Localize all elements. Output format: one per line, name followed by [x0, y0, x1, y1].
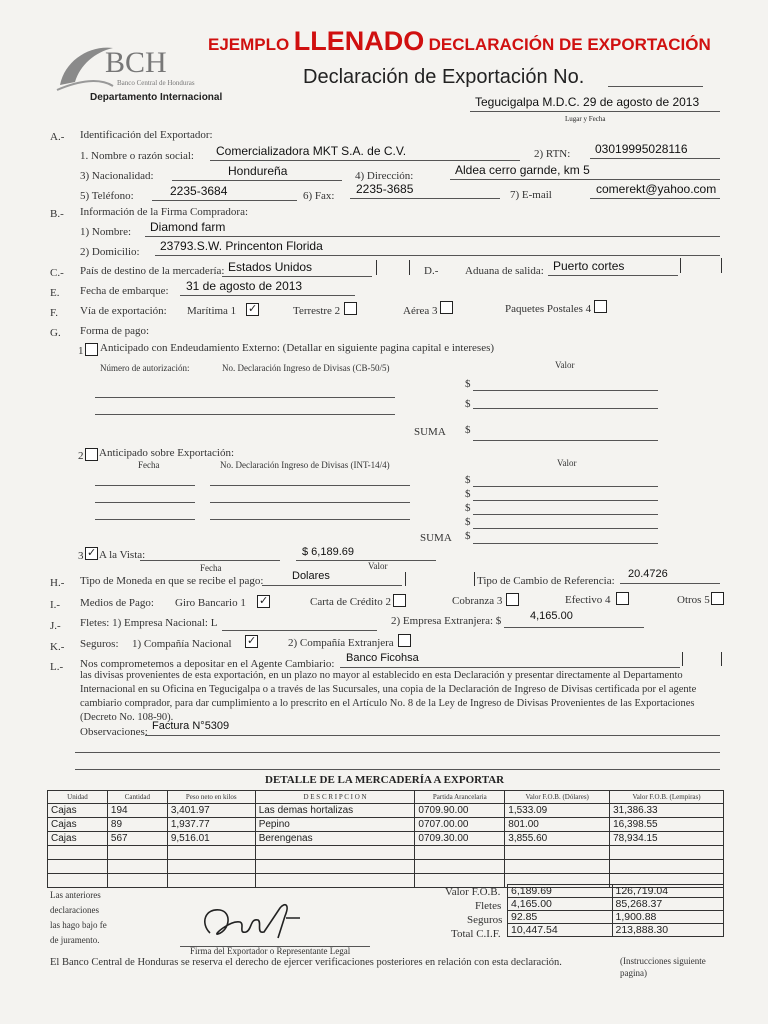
rtn-label: 2) RTN:	[534, 148, 571, 160]
section-a-label: A.-	[50, 131, 65, 143]
section-e-label: E.	[50, 287, 60, 299]
table-cell[interactable]: 194	[107, 804, 167, 818]
exporter-name-field[interactable]: Comercializadora MKT S.A. de C.V.	[216, 144, 407, 158]
detail-header-cell: Valor F.O.B. (Dólares)	[505, 791, 610, 804]
payment-form-label: Forma de pago:	[80, 325, 150, 337]
declaration-label-2: No. Declaración Ingreso de Divisas (INT-14/4)	[220, 460, 390, 470]
detail-header-cell: Peso neto en kilos	[167, 791, 255, 804]
table-cell[interactable]: 1,533.09	[505, 804, 610, 818]
table-cell[interactable]: 31,386.33	[610, 804, 724, 818]
footer-note: El Banco Central de Honduras se reserva el derecho de ejercer verificaciones posteriores en relación con esta declaración.	[50, 957, 562, 968]
table-cell[interactable]	[167, 874, 255, 888]
detail-header-cell: Unidad	[48, 791, 108, 804]
table-cell[interactable]: 9,516.01	[167, 832, 255, 846]
route-postal-label: Paquetes Postales 4	[505, 303, 592, 315]
buyer-address-field[interactable]: 23793.S.W. Princenton Florida	[160, 239, 323, 253]
table-cell[interactable]	[107, 846, 167, 860]
prepaid-debt-checkbox[interactable]	[85, 343, 98, 356]
customs-label: Aduana de salida:	[465, 265, 544, 277]
at-sight-label: A la Vista:	[99, 549, 146, 561]
totals-cell-usd[interactable]: 4,165.00	[508, 898, 613, 911]
section-d-label: D.-	[424, 265, 439, 277]
totals-cell-usd[interactable]: 10,447.54	[508, 924, 613, 937]
check-icon-2: ✓	[87, 546, 97, 559]
export-route-label: Vía de exportación:	[80, 305, 167, 317]
form-title: Declaración de Exportación No.	[303, 66, 585, 88]
dollar-sign-6: $	[465, 502, 471, 514]
destination-field[interactable]: Estados Unidos	[228, 260, 313, 274]
shipment-date-field[interactable]: 31 de agosto de 2013	[186, 279, 303, 293]
currency-label: Tipo de Moneda en que se recibe el pago:	[80, 575, 264, 587]
dollar-sign-1: $	[465, 378, 471, 390]
table-cell[interactable]	[48, 846, 108, 860]
bank-draft-label: Giro Bancario 1	[175, 597, 246, 609]
collection-checkbox[interactable]	[506, 593, 519, 606]
dollar-sign-3: $	[465, 424, 471, 436]
legal-text-line-2: Internacional en su Oficina en Tegucigalpa o a través de las Sucursales, una copia de la Declaración de Ingreso de Divisas certificada por el agente	[80, 684, 697, 695]
table-cell[interactable]: Cajas	[48, 832, 108, 846]
table-cell[interactable]: 1,937.77	[167, 818, 255, 832]
place-date-label: Lugar y Fecha	[565, 115, 606, 123]
table-cell[interactable]: 0709.90.00	[415, 804, 505, 818]
table-cell[interactable]	[610, 860, 724, 874]
fax-field[interactable]: 2235-3685	[356, 182, 414, 196]
declaration-label-1: No. Declaración Ingreso de Divisas (CB-50/5)	[222, 363, 390, 373]
other-label: Otros 5	[677, 594, 710, 606]
phone-label: 5) Teléfono:	[80, 190, 134, 202]
oath-line-1: Las anteriores	[50, 890, 101, 900]
table-cell[interactable]: 3,401.97	[167, 804, 255, 818]
instructions-line-1: (Instrucciones siguiente	[620, 956, 706, 966]
freight-foreign-field[interactable]: 4,165.00	[530, 610, 573, 622]
totals-row	[508, 885, 724, 898]
oath-line-3: las hago bajo fe	[50, 920, 107, 930]
detail-table	[47, 790, 724, 888]
totals-row	[508, 898, 724, 911]
other-checkbox[interactable]	[711, 592, 724, 605]
table-row	[48, 818, 724, 832]
email-label: 7) E-mail	[510, 189, 552, 201]
banner-part2: LLENADO	[293, 26, 425, 56]
totals-cell-usd[interactable]: 92.85	[508, 911, 613, 924]
table-row	[48, 832, 724, 846]
oath-line-4: de juramento.	[50, 935, 100, 945]
rtn-field[interactable]: 03019995028116	[595, 142, 688, 156]
table-cell[interactable]	[415, 846, 505, 860]
check-icon-4: ✓	[247, 634, 257, 647]
totals-row	[508, 911, 724, 924]
prepaid-export-label: Anticipado sobre Exportación:	[99, 447, 235, 459]
logo-text: BCH	[105, 46, 167, 79]
detail-title: DETALLE DE LA MERCADERÍA A EXPORTAR	[265, 774, 505, 786]
legal-text-line-1: las divisas provenientes de esta exportación, en un plazo no mayor al establecido en esta Declaración y presentar directamente al Departamento	[80, 670, 683, 681]
table-cell[interactable]	[167, 860, 255, 874]
total-freight-label: Fletes	[475, 900, 502, 912]
table-row	[48, 804, 724, 818]
table-cell[interactable]	[167, 846, 255, 860]
detail-header-cell: Partida Arancelaria	[415, 791, 505, 804]
table-cell[interactable]	[255, 846, 415, 860]
route-postal-checkbox[interactable]	[594, 300, 607, 313]
buyer-name-field[interactable]: Diamond farm	[150, 220, 226, 234]
section-b-heading: Información de la Firma Compradora:	[80, 206, 249, 218]
table-cell[interactable]	[505, 860, 610, 874]
totals-cell-hnl[interactable]: 85,268.37	[612, 898, 724, 911]
section-f-label: F.	[50, 307, 58, 319]
detail-header-cell: Cantidad	[107, 791, 167, 804]
route-land-checkbox[interactable]	[344, 302, 357, 315]
fax-label: 6) Fax:	[303, 190, 335, 202]
table-cell[interactable]: 78,934.15	[610, 832, 724, 846]
table-cell[interactable]	[107, 874, 167, 888]
section-h-label: H.-	[50, 577, 65, 589]
table-cell[interactable]	[415, 860, 505, 874]
table-cell[interactable]: 0709.30.00	[415, 832, 505, 846]
total-cif-label: Total C.I.F.	[451, 928, 501, 940]
insurance-label: Seguros:	[80, 638, 119, 650]
table-cell[interactable]: Las demas hortalizas	[255, 804, 415, 818]
route-air-label: Aérea 3	[403, 305, 438, 317]
table-cell[interactable]: 16,398.55	[610, 818, 724, 832]
auth-number-label: Número de autorización:	[100, 363, 190, 373]
letter-of-credit-label: Carta de Crédito 2	[310, 596, 391, 608]
section-k-label: K.-	[50, 641, 65, 653]
cash-label: Efectivo 4	[565, 594, 611, 606]
exporter-name-label: 1. Nombre o razón social:	[80, 150, 194, 162]
check-icon-3: ✓	[259, 594, 269, 607]
section-a-heading: Identificación del Exportador:	[80, 129, 213, 141]
table-cell[interactable]	[255, 874, 415, 888]
table-cell[interactable]: Cajas	[48, 804, 108, 818]
table-cell[interactable]: Pepino	[255, 818, 415, 832]
deposit-agent-label: Nos comprometemos a depositar en el Agente Cambiario:	[80, 658, 335, 670]
letter-of-credit-checkbox[interactable]	[393, 594, 406, 607]
section-j-label: J.-	[50, 620, 61, 632]
table-cell[interactable]: Cajas	[48, 818, 108, 832]
table-cell[interactable]: 89	[107, 818, 167, 832]
option-2-number: 2	[78, 450, 84, 462]
logo-subtitle: Banco Central de Honduras	[117, 79, 195, 87]
table-cell[interactable]	[505, 846, 610, 860]
insurance-foreign-checkbox[interactable]	[398, 634, 411, 647]
observations-label: Observaciones:	[80, 726, 148, 738]
sum-label-1: SUMA	[414, 426, 446, 438]
route-air-checkbox[interactable]	[440, 301, 453, 314]
collection-label: Cobranza 3	[452, 595, 503, 607]
phone-field[interactable]: 2235-3684	[170, 184, 228, 198]
oath-line-2: declaraciones	[50, 905, 99, 915]
cash-checkbox[interactable]	[616, 592, 629, 605]
exchange-rate-field[interactable]: 20.4726	[628, 568, 668, 580]
exchange-rate-label: Tipo de Cambio de Referencia:	[477, 575, 615, 587]
detail-header-row	[48, 791, 724, 804]
valor-header-1: Valor	[555, 360, 575, 370]
total-fob-label: Valor F.O.B.	[445, 886, 501, 898]
table-cell[interactable]: 0707.00.00	[415, 818, 505, 832]
payment-means-label: Medios de Pago:	[80, 597, 154, 609]
dollar-sign-5: $	[465, 488, 471, 500]
nationality-field[interactable]: Hondureña	[228, 164, 288, 178]
check-icon: ✓	[248, 302, 258, 315]
section-i-label: I.-	[50, 599, 61, 611]
route-maritime-label: Marítima 1	[187, 305, 237, 317]
banner-title	[208, 26, 711, 57]
department: Departamento Internacional	[90, 92, 223, 103]
destination-label: País de destino de la mercadería:	[80, 265, 225, 277]
banner-part3: DECLARACIÓN DE EXPORTACIÓN	[428, 35, 711, 54]
currency-field[interactable]: Dolares	[292, 570, 330, 582]
table-cell[interactable]	[610, 846, 724, 860]
prepaid-export-checkbox[interactable]	[85, 448, 98, 461]
totals-cell-hnl[interactable]: 1,900.88	[612, 911, 724, 924]
route-land-label: Terrestre 2	[293, 305, 341, 317]
legal-text-line-3: cambiario comprador, para dar cumplimiento a lo prescrito en el Artículo No. 8 de la Ley de Ingreso de Divisas Provenientes de las Exportaciones	[80, 698, 695, 709]
buyer-address-label: 2) Domicilio:	[80, 246, 140, 258]
shipment-date-label: Fecha de embarque:	[80, 285, 169, 297]
customs-field[interactable]: Puerto cortes	[553, 259, 625, 273]
total-insurance-label: Seguros	[467, 914, 503, 926]
freight-foreign-label: 2) Empresa Extranjera: $	[391, 615, 502, 627]
table-cell[interactable]: 801.00	[505, 818, 610, 832]
dollar-sign-7: $	[465, 516, 471, 528]
exporter-address-label: 4) Dirección:	[355, 170, 414, 182]
signature-icon	[190, 898, 320, 948]
dollar-sign-2: $	[465, 398, 471, 410]
table-cell[interactable]: Berengenas	[255, 832, 415, 846]
date-header-1: Fecha	[138, 460, 160, 470]
option-3-number: 3	[78, 550, 84, 562]
detail-header-cell: D E S C R I P C I O N	[255, 791, 415, 804]
insurance-national-label: 1) Compañía Nacional	[132, 638, 232, 650]
totals-cell-hnl[interactable]: 126,719.04	[612, 885, 724, 898]
dollar-sign-4: $	[465, 474, 471, 486]
section-g-label: G.	[50, 327, 61, 339]
exporter-address-field[interactable]: Aldea cerro garnde, km 5	[455, 163, 590, 177]
freight-national-label: Fletes: 1) Empresa Nacional: L	[80, 617, 218, 629]
signature-label: Firma del Exportador o Representante Legal	[190, 946, 351, 956]
insurance-foreign-label: 2) Compañía Extranjera	[288, 637, 394, 649]
at-sight-amount[interactable]: $ 6,189.69	[302, 546, 354, 558]
deposit-bank-field[interactable]: Banco Ficohsa	[346, 652, 419, 664]
table-row	[48, 846, 724, 860]
table-cell[interactable]	[48, 860, 108, 874]
sum-label-2: SUMA	[420, 532, 452, 544]
buyer-name-label: 1) Nombre:	[80, 226, 132, 238]
section-c-label: C.-	[50, 267, 64, 279]
legal-text-line-4: (Decreto No. 108-90).	[80, 712, 174, 723]
table-cell[interactable]	[48, 874, 108, 888]
table-cell[interactable]	[107, 860, 167, 874]
table-cell[interactable]: 3,855.60	[505, 832, 610, 846]
table-row	[48, 860, 724, 874]
section-b-label: B.-	[50, 208, 64, 220]
totals-cell-usd[interactable]: 6,189.69	[508, 885, 613, 898]
email-field[interactable]: comerekt@yahoo.com	[596, 182, 717, 196]
observations-field[interactable]: Factura N°5309	[152, 720, 230, 732]
place-date: Tegucigalpa M.D.C. 29 de agosto de 2013	[475, 95, 700, 109]
instructions-line-2: pagina)	[620, 968, 647, 978]
banner-part1: EJEMPLO	[208, 35, 290, 54]
dollar-sign-8: $	[465, 530, 471, 542]
table-cell[interactable]	[255, 860, 415, 874]
valor-header-3: Valor	[368, 561, 388, 571]
totals-cell-hnl[interactable]: 213,888.30	[612, 924, 724, 937]
totals-row	[508, 924, 724, 937]
option-1-number: 1	[78, 345, 84, 357]
totals-table	[507, 884, 724, 937]
date-header-2: Fecha	[200, 563, 222, 573]
nationality-label: 3) Nacionalidad:	[80, 170, 154, 182]
bch-logo	[55, 40, 235, 100]
section-l-label: L.-	[50, 661, 64, 673]
valor-header-2: Valor	[557, 458, 577, 468]
prepaid-debt-label: Anticipado con Endeudamiento Externo: (Detallar en siguiente pagina capital e intereses)	[100, 342, 495, 354]
detail-header-cell: Valor F.O.B. (Lempiras)	[610, 791, 724, 804]
table-cell[interactable]: 567	[107, 832, 167, 846]
